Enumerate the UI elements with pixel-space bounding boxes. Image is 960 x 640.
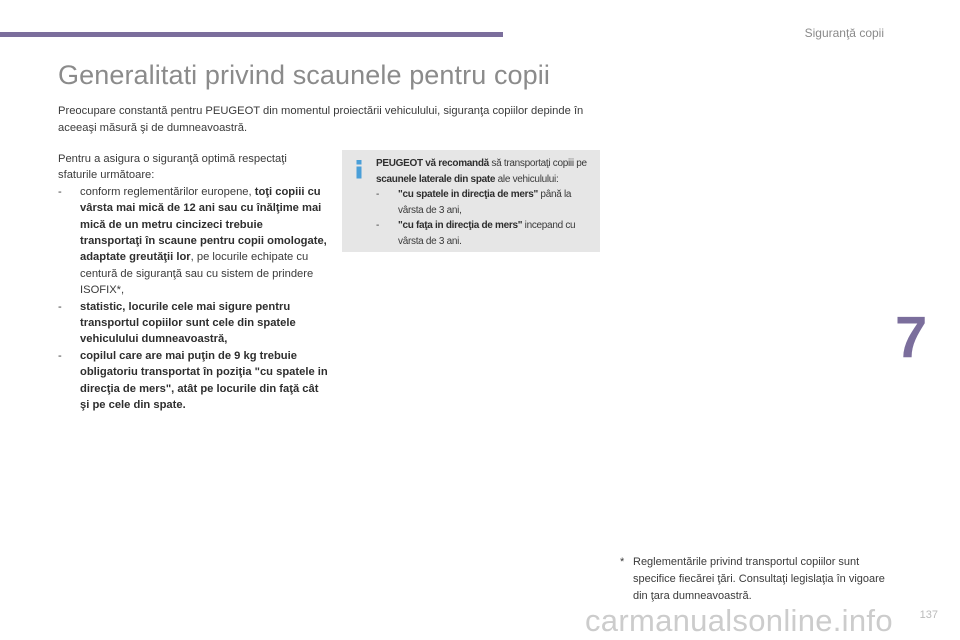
info-text <box>376 156 598 250</box>
info-intro <box>376 156 598 187</box>
page-title: Generalitati privind scaunele pentru copii <box>58 60 550 90</box>
info-text-part: incepand cu vârsta de 3 ani. <box>398 220 576 247</box>
page-number: 137 <box>919 609 938 621</box>
list-item <box>58 299 328 348</box>
info-icon <box>348 158 370 180</box>
list-item <box>58 184 328 299</box>
info-text-part: ale vehiculului: <box>495 173 559 185</box>
bullet-text <box>80 184 328 299</box>
footnote <box>620 554 890 605</box>
bullet-dash: - <box>58 185 62 198</box>
list-item <box>58 348 328 414</box>
bullet-text <box>398 218 598 249</box>
bullet-dash: - <box>58 300 62 313</box>
bullet-bold: statistic, locurile cele mai sigure pentru transportul copiilor sunt cele din spatele vehiculului dumneavoastră, <box>80 300 296 346</box>
info-box <box>342 150 600 252</box>
info-bold: "cu faţa in direcţia de mers" <box>398 220 523 232</box>
footnote-star: * <box>620 556 625 568</box>
list-item <box>376 218 598 249</box>
bullet-dash: - <box>376 220 380 232</box>
info-bold: "cu spatele in direcţia de mers" <box>398 189 538 201</box>
info-bold: scaunele laterale din spate <box>376 173 496 185</box>
left-column <box>58 151 328 414</box>
bullet-text <box>80 348 328 414</box>
header-accent-bar <box>0 32 503 37</box>
bullet-pre: conform reglementărilor europene, <box>80 185 255 198</box>
footnote-text: Reglementările privind transportul copiilor sunt specifice fiecărei ţări. Consultaţi legislaţia în vigoare din ţara dumneavoastră. <box>633 556 885 602</box>
section-title: Siguranţă copii <box>804 26 884 40</box>
bullet-bold: copilul care are mai puţin de 9 kg trebuie obligatoriu transportat în poziţia "cu spatele in direcţia de mers", atât pe locurile din faţă cât şi pe cele din spate. <box>80 349 328 412</box>
bullet-bold: toţi copiii cu vârsta mai mică de 12 ani sau cu înălţime mai mică de un metru cincizeci trebuie transportaţi în scaune pentru copii omologate, adaptate greutăţii lor <box>80 185 327 264</box>
bullet-dash: - <box>376 189 380 201</box>
intro-text: Preocupare constantă pentru PEUGEOT din momentul proiectării vehiculului, siguranţa copiilor depinde în aceeaşi măsură şi de dumneavoastră. <box>58 105 584 134</box>
bullet-text <box>398 187 598 218</box>
list-item <box>376 187 598 218</box>
bullet-post: , pe locurile echipate cu centură de siguranţă sau cu sistem de prindere ISOFIX*, <box>80 251 314 297</box>
info-text-part: să transportaţi copiii pe <box>488 158 587 169</box>
info-bold: PEUGEOT vă recomandă <box>376 158 489 169</box>
bullet-text <box>80 299 328 348</box>
bullet-dash: - <box>58 349 62 362</box>
chapter-number: 7 <box>895 305 928 370</box>
watermark: carmanualsonline.info <box>585 603 893 638</box>
info-text-part: până la vârsta de 3 ani, <box>398 189 572 216</box>
lead-text: Pentru a asigura o siguranţă optimă respectaţi sfaturile următoare: <box>58 153 287 182</box>
intro-paragraph <box>58 103 618 137</box>
